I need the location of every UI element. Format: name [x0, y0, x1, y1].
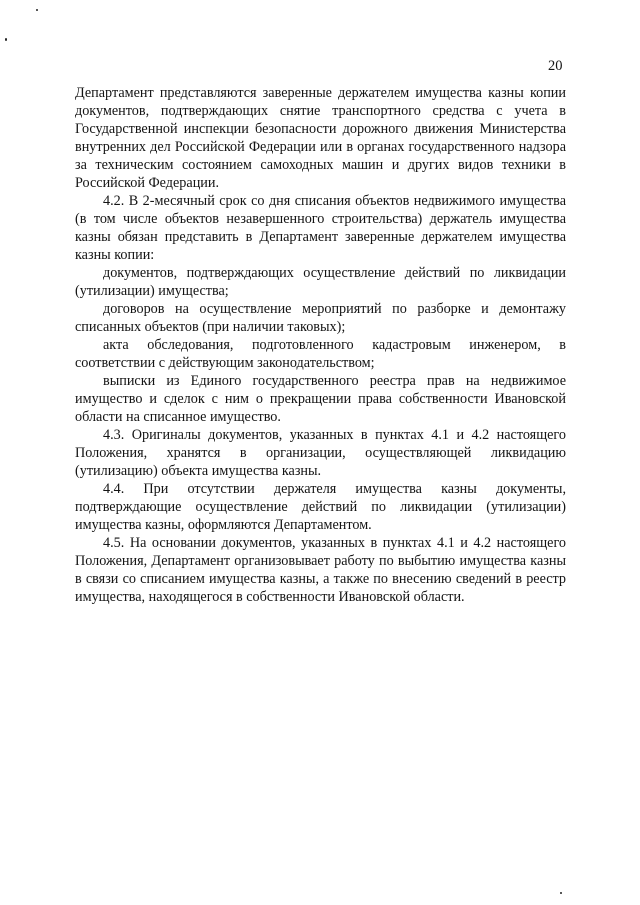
list-item-contracts: договоров на осуществление мероприятий по разборке и демонтажу списанных объектов (при наличии таковых); [75, 301, 566, 335]
paragraph-continuation: Департамент представляются заверенные держателем имущества казны копии документов, подтверждающих снятие транспортного средства с учета в Государственной инспекции безопасности дорожного движения Министерства внутренних дел Российской Федерации или в органах государственного надзора за техническим состоянием самоходных машин и других видов техники в Российской Федерации. [75, 85, 566, 191]
scan-speck [5, 38, 7, 41]
list-item-register-extracts: выписки из Единого государственного реестра прав на недвижимое имущество и сделок с ним о прекращении права собственности Ивановской области на списанное имущество. [75, 373, 566, 425]
page-number: 20 [548, 58, 563, 74]
paragraph-4-2: 4.2. В 2-месячный срок со дня списания объектов недвижимого имущества (в том числе объектов незавершенного строительства) держатель имущества казны обязан представить в Департамент заверенные держателем имущества казны копии: [75, 193, 566, 263]
scan-speck [560, 892, 562, 894]
document-body [75, 84, 566, 606]
paragraph-4-5: 4.5. На основании документов, указанных в пунктах 4.1 и 4.2 настоящего Положения, Департамент организовывает работу по выбытию имущества казны в связи со списанием имущества казны, а также по внесению сведений в реестр имущества, находящегося в собственности Ивановской области. [75, 535, 566, 605]
paragraph-4-3: 4.3. Оригиналы документов, указанных в пунктах 4.1 и 4.2 настоящего Положения, хранятся в организации, осуществляющей ликвидацию (утилизацию) объекта имущества казны. [75, 427, 566, 479]
paragraph-4-4: 4.4. При отсутствии держателя имущества казны документы, подтверждающие осуществление действий по ликвидации (утилизации) имущества казны, оформляются Департаментом. [75, 481, 566, 533]
list-item-survey-act: акта обследования, подготовленного кадастровым инженером, в соответствии с действующим законодательством; [75, 337, 566, 371]
list-item-documents: документов, подтверждающих осуществление действий по ликвидации (утилизации) имущества; [75, 265, 566, 299]
scan-speck [36, 9, 38, 11]
